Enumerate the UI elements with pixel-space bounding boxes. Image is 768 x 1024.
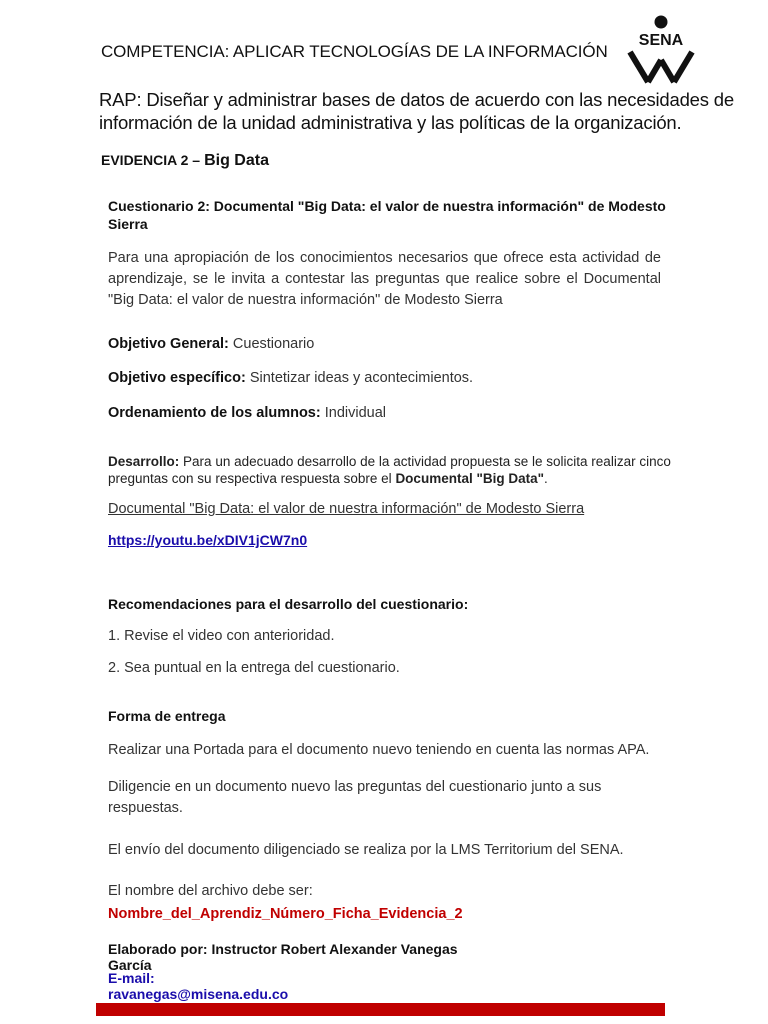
recomendaciones-title: Recomendaciones para el desarrollo del cuestionario: [108,596,469,612]
email-text: E-mail: ravanegas@misena.edu.co [108,970,289,1002]
ordenamiento-label: Ordenamiento de los alumnos: [108,405,321,421]
objetivo-especifico [108,370,473,386]
desarrollo-text: Para un adecuado desarrollo de la actividad propuesta se le solicita realizar cinco preguntas con su respectiva respuesta sobre el [108,454,671,486]
rap-heading: RAP: Diseñar y administrar bases de datos de acuerdo con las necesidades de información de la unidad administrativa y las políticas de la organización. [99,89,734,133]
desarrollo-label: Desarrollo: [108,454,180,469]
objetivo-general [108,336,314,352]
evidencia-heading [101,152,269,170]
youtube-link[interactable]: https://youtu.be/xDIV1jCW7n0 [108,532,308,548]
forma-entrega-title: Forma de entrega [108,708,226,724]
evidencia-title: Big Data [204,152,269,169]
diligencie-text: Diligencie en un documento nuevo las preguntas del cuestionario junto a sus respuestas. [108,779,602,816]
email-line-clipped [108,970,328,1002]
ordenamiento-value: Individual [324,405,386,421]
footer-red-bar [96,1003,665,1016]
objetivo-especifico-label: Objetivo específico: [108,370,246,386]
objetivo-especifico-value: Sintetizar ideas y acontecimientos. [249,370,474,386]
desarrollo-end: . [544,471,548,486]
svg-text:SENA: SENA [638,32,684,49]
nombre-archivo-label: El nombre del archivo debe ser: [108,883,313,899]
evidencia-label: EVIDENCIA 2 – [101,152,201,168]
portada-text: Realizar una Portada para el documento nuevo teniendo en cuenta las normas APA. [108,742,650,758]
intro-paragraph: Para una apropiación de los conocimientos necesarios que ofrece esta actividad de aprendizaje, se le invita a contestar las preguntas que realice sobre el Documental "Big Data: el valor de nuestra información" de Modesto Sierra [108,250,661,308]
nombre-archivo-value: Nombre_del_Aprendiz_Número_Ficha_Evidencia_2 [108,906,463,922]
objetivo-general-label: Objetivo General: [108,336,229,352]
envio-text: El envío del documento diligenciado se realiza por la LMS Territorium del SENA. [108,842,624,858]
recomendacion-item: 2. Sea puntual en la entrega del cuestionario. [108,660,400,676]
desarrollo-paragraph [108,453,708,487]
documental-link[interactable]: Documental "Big Data: el valor de nuestra información" de Modesto Sierra [108,501,585,517]
desarrollo-bold-text: Documental "Big Data" [395,471,545,486]
sena-logo [622,14,700,88]
elaborado-por: Elaborado por: Instructor Robert Alexander Vanegas García [108,941,458,973]
objetivo-general-value: Cuestionario [232,336,315,352]
ordenamiento [108,405,386,421]
cuestionario-title: Cuestionario 2: Documental "Big Data: el valor de nuestra información" de Modesto Sierra [108,198,666,232]
recomendacion-item: 1. Revise el video con anterioridad. [108,628,335,644]
competencia-heading: COMPETENCIA: APLICAR TECNOLOGÍAS DE LA INFORMACIÓN [101,42,608,61]
